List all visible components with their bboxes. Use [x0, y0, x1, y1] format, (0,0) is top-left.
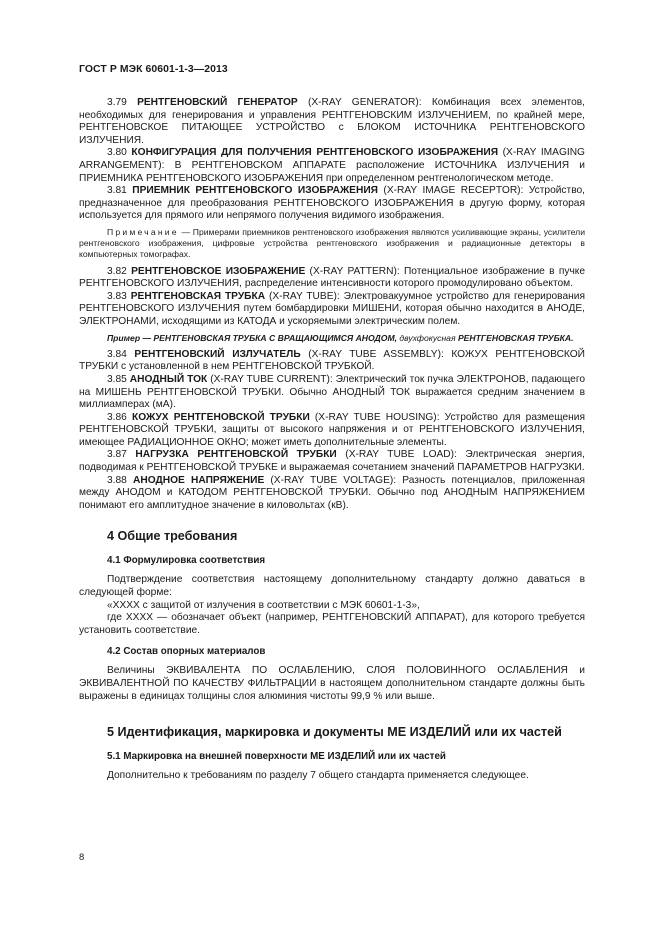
- section-4-1-para-1: Подтверждение соответствия настоящему дополнительному стандарту должно даваться в следующей форме:: [79, 574, 585, 599]
- definition-3-87: 3.87 НАГРУЗКА РЕНТГЕНОВСКОЙ ТРУБКИ (X-RAY TUBE LOAD): Электрическая энергия, подводимая к РЕНТГЕНОВСКОЙ ТРУБКЕ и выражаемая сочетанием значений ПАРАМЕТРОВ НАГРУЗКИ.: [79, 449, 585, 474]
- definition-3-79: 3.79 РЕНТГЕНОВСКИЙ ГЕНЕРАТОР (X-RAY GENERATOR): Комбинация всех элементов, необходимых для генерирования и управления РЕНТГЕНОВСКИМ ИЗЛУЧЕНИЕМ, по крайней мере, РЕНТГЕНОВСКОЕ ПИТАЮЩЕЕ УСТРОЙСТВО с БЛОКОМ ИСТОЧНИКА РЕНТГЕНОВСКОГО ИЗЛУЧЕНИЯ.: [79, 97, 585, 146]
- section-4-1-para-3: где ХХХХ — обозначает объект (например, РЕНТГЕНОВСКИЙ АППАРАТ), для которого требуется установить соответствие.: [79, 612, 585, 636]
- section-4-1-para-2: «ХХХХ с защитой от излучения в соответствии с МЭК 60601-1-3»,: [107, 599, 420, 611]
- section-5-1-heading: 5.1 Маркировка на внешней поверхности МЕ ИЗДЕЛИЙ или их частей: [107, 751, 446, 763]
- section-4-heading: 4 Общие требования: [107, 529, 238, 544]
- page-number: 8: [79, 852, 85, 863]
- section-4-2-para-1: Величины ЭКВИВАЛЕНТА ПО ОСЛАБЛЕНИЮ, СЛОЯ ПОЛОВИННОГО ОСЛАБЛЕНИЯ и ЭКВИВАЛЕНТНОЙ ПО КАЧЕСТВУ ФИЛЬТРАЦИИ в настоящем дополнительном стандарте должны быть выражены в единицах толщины слоя алюминия чистоты 99,9 % или выше.: [79, 665, 585, 702]
- document-header: ГОСТ Р МЭК 60601-1-3—2013: [79, 64, 228, 75]
- section-5-1-para-1: Дополнительно к требованиям по разделу 7 общего стандарта применяется следующее.: [107, 770, 529, 782]
- example-xray-tube: Пример — РЕНТГЕНОВСКАЯ ТРУБКА С ВРАЩАЮЩИМСЯ АНОДОМ, двухфокусная РЕНТГЕНОВСКАЯ ТРУБКА.: [107, 332, 574, 343]
- definition-3-81: 3.81 ПРИЕМНИК РЕНТГЕНОВСКОГО ИЗОБРАЖЕНИЯ (X-RAY IMAGE RECEPTOR): Устройство, предназначенное для преобразования РЕНТГЕНОВСКОГО ИЗОБРАЖЕНИЯ в другую форму, которая используется для прямого или непрямого получения видимого изображения.: [79, 185, 585, 222]
- definition-3-86: 3.86 КОЖУХ РЕНТГЕНОВСКОЙ ТРУБКИ (X-RAY TUBE HOUSING): Устройство для размещения РЕНТГЕНОВСКОЙ ТРУБКИ, защиты от высокого напряжения и от РЕНТГЕНОВСКОГО ИЗЛУЧЕНИЯ, имеющее РАДИАЦИОННОЕ ОКНО; может иметь дополнительные элементы.: [79, 411, 585, 448]
- definition-3-88: 3.88 АНОДНОЕ НАПРЯЖЕНИЕ (X-RAY TUBE VOLTAGE): Разность потенциалов, приложенная между АНОДОМ и КАТОДОМ РЕНТГЕНОВСКОЙ ТРУБКИ. Обычно под АНОДНЫМ НАПРЯЖЕНИЕМ понимают его амплитудное значение в киловольтах (кВ).: [79, 474, 585, 511]
- section-5-heading: 5 Идентификация, маркировка и документы МЕ ИЗДЕЛИЙ или их частей: [107, 725, 562, 740]
- definition-3-80: 3.80 КОНФИГУРАЦИЯ ДЛЯ ПОЛУЧЕНИЯ РЕНТГЕНОВСКОГО ИЗОБРАЖЕНИЯ (X-RAY IMAGING ARRANGEMENT): В РЕНТГЕНОВСКОМ АППАРАТЕ расположение ИСТОЧНИКА ИЗЛУЧЕНИЯ и ПРИЕМНИКА РЕНТГЕНОВСКОГО ИЗОБРАЖЕНИЯ при определенном рентгенологическом методе.: [79, 147, 585, 184]
- note-receptors: Примечание — Примерами приемников рентгеновского изображения являются усиливающие экраны, усилители рентгеновского изображения, цифровые устройства рентгеновского изображения и радиационные детекторы в компьютерных томографах.: [79, 226, 585, 260]
- definition-3-84: 3.84 РЕНТГЕНОВСКИЙ ИЗЛУЧАТЕЛЬ (X-RAY TUBE ASSEMBLY): КОЖУХ РЕНТГЕНОВСКОЙ ТРУБКИ с установленной в нем РЕНТГЕНОВСКОЙ ТРУБКОЙ.: [79, 348, 586, 373]
- definition-3-82: 3.82 РЕНТГЕНОВСКОЕ ИЗОБРАЖЕНИЕ (X-RAY PATTERN): Потенциальное изображение в пучке РЕНТГЕНОВСКОГО ИЗЛУЧЕНИЯ, распределение интенсивности которого промодулировано объектом.: [79, 265, 585, 290]
- section-4-1-heading: 4.1 Формулировка соответствия: [107, 555, 266, 567]
- document-page: [79, 64, 585, 783]
- definition-3-85: 3.85 АНОДНЫЙ ТОК (X-RAY TUBE CURRENT): Электрический ток пучка ЭЛЕКТРОНОВ, падающего на МИШЕНЬ РЕНТГЕНОВСКОЙ ТРУБКИ. Обычно АНОДНЫЙ ТОК выражается средним значением в миллиамперах (мА).: [79, 373, 585, 411]
- section-4-2-heading: 4.2 Состав опорных материалов: [107, 646, 266, 658]
- definition-3-83: 3.83 РЕНТГЕНОВСКАЯ ТРУБКА (X-RAY TUBE): Электровакуумное устройство для генерирования РЕНТГЕНОВСКОГО ИЗЛУЧЕНИЯ путем бомбардировки МИШЕНИ, которая обычно находится в АНОДЕ, ЭЛЕКТРОНАМИ, исходящими из КАТОДА и ускоряемыми электрическим полем.: [79, 290, 585, 327]
